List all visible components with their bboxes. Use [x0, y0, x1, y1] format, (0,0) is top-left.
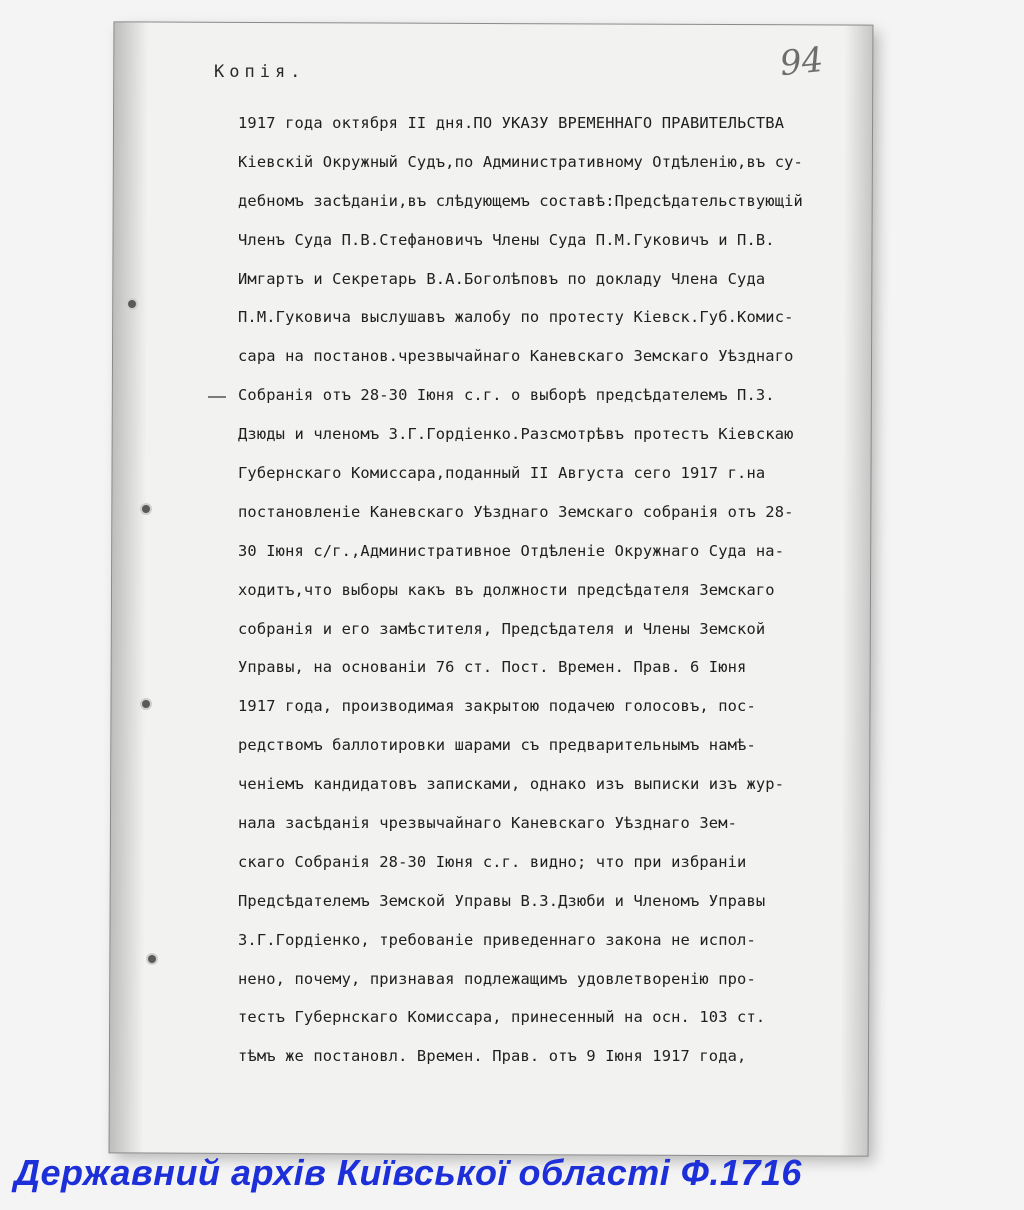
text-line: дебномъ засѣданіи,въ слѣдующемъ составѣ:Предсѣдательствующій [238, 191, 803, 210]
page-edge-mark [208, 396, 226, 398]
text-line: 1917 года октября II дня.ПО УКАЗУ ВРЕМЕННАГО ПРАВИТЕЛЬСТВА [238, 114, 785, 132]
text-line: нено, почему, признавая подлежащимъ удовлетворенію про- [238, 969, 756, 988]
text-line: Губернскаго Комиссара,поданный II Августа сего 1917 г.на [238, 464, 766, 483]
text-line: З.Г.Гордіенко, требованіе приведеннаго закона не испол- [238, 930, 756, 949]
binding-hole [142, 505, 150, 513]
text-line: скаго Собранія 28-30 Іюня с.г. видно; что при избраніи [238, 852, 747, 871]
text-line: постановленіе Каневскаго Уѣзднаго Земскаго собранія отъ 28- [238, 502, 794, 521]
text-line: П.М.Гуковича выслушавъ жалобу по протесту Кіевск.Губ.Комис- [238, 308, 794, 327]
text-line: Имгартъ и Секретарь В.А.Боголѣповъ по докладу Члена Суда [238, 269, 766, 288]
binding-hole [142, 700, 150, 708]
binding-hole [128, 300, 136, 308]
text-line: Членъ Суда П.В.Стефановичъ Члены Суда П.М.Гуковичъ и П.В. [238, 230, 775, 249]
text-line: ходитъ,что выборы какъ въ должности предсѣдателя Земскаго [238, 580, 775, 599]
text-line: сара на постанов.чрезвычайнаго Каневскаго Земскаго Уѣзднаго [238, 347, 794, 366]
text-line: ченіемъ кандидатовъ записками, однако изъ выписки изъ жур- [238, 775, 785, 794]
archive-caption: Державний архів Київської області Ф.1716 [14, 1152, 802, 1193]
text-line: тестъ Губернскаго Комиссара, принесенный на осн. 103 ст. [238, 1008, 766, 1027]
text-line: Дзюды и членомъ З.Г.Гордіенко.Разсмотрѣвъ протестъ Кіевскаю [238, 425, 794, 444]
text-line: Предсѣдателемъ Земской Управы В.З.Дзюби и Членомъ Управы [238, 891, 766, 910]
document-body [238, 104, 846, 1076]
text-line: собранія и его замѣстителя, Предсѣдателя и Члены Земской [238, 619, 766, 638]
text-line: нала засѣданія чрезвычайнаго Каневскаго Уѣзднаго Зем- [238, 814, 738, 833]
text-line: тѣмъ же постановл. Времен. Прав. отъ 9 Іюня 1917 года, [238, 1047, 747, 1066]
document-heading: Копія. [214, 62, 306, 82]
text-line: Кіевскій Окружный Судъ,по Административному Отдѣленію,въ су- [238, 152, 803, 171]
text-line: редствомъ баллотировки шарами съ предварительнымъ намѣ- [238, 736, 756, 755]
text-line: Управы, на основаніи 76 ст. Пост. Времен. Прав. 6 Іюня [238, 658, 747, 677]
folio-number: 94 [778, 39, 826, 85]
text-line: 1917 года, производимая закрытою подачею голосовъ, пос- [238, 697, 756, 716]
text-line: Собранія отъ 28-30 Іюня с.г. о выборѣ предсѣдателемъ П.З. [238, 386, 775, 405]
binding-hole [148, 955, 156, 963]
text-line: 30 Іюня с/г.,Административное Отдѣленіе Окружнаго Суда на- [238, 541, 785, 560]
